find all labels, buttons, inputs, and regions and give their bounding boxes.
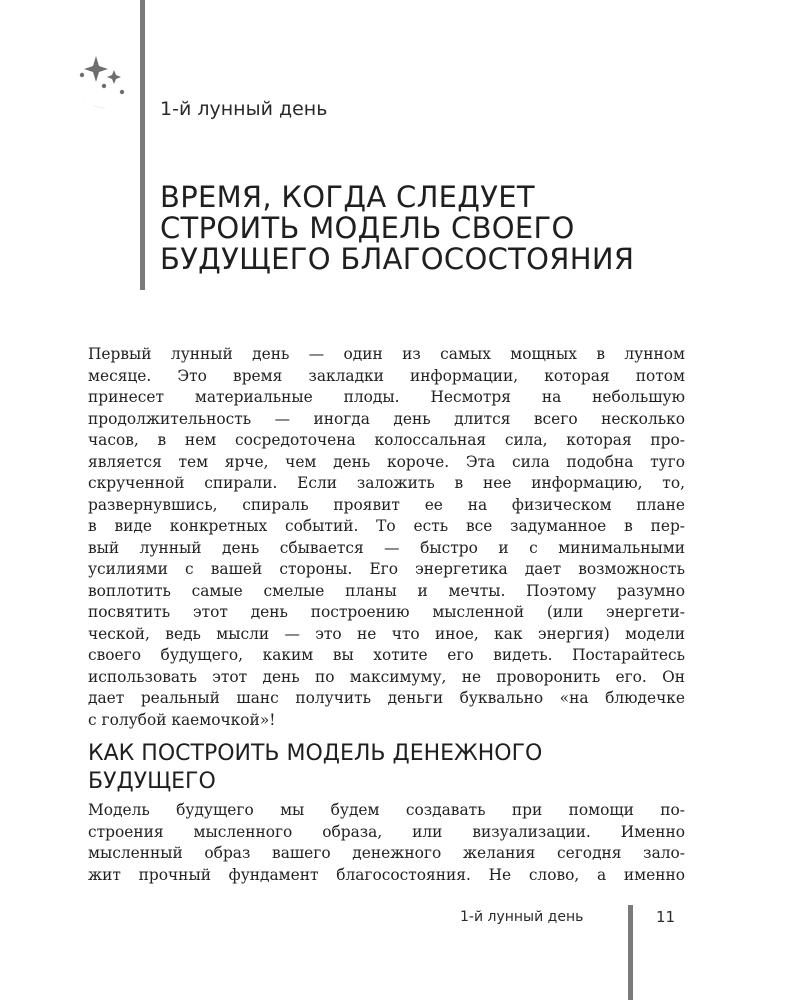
text-line: Модель будущего мы будем создавать при помощи по- xyxy=(88,801,685,819)
text-line: воплотить самые смелые планы и мечты. Поэтому разумно xyxy=(88,581,685,600)
text-line: с голубой каемочкой»! xyxy=(88,710,276,729)
section-heading xyxy=(88,740,728,796)
text-line: ческой, ведь мысли — это не что иное, как энергия) модели xyxy=(88,624,685,643)
text-line: месяце. Это время закладки информации, которая потом xyxy=(88,366,685,385)
text-line: вый лунный день сбывается — быстро и с минимальными xyxy=(88,538,685,557)
page-number: 11 xyxy=(656,908,676,926)
text-line: посвятить этот день построению мысленной (или энергети- xyxy=(88,603,685,621)
text-line: использовать этот день по максимуму, не проворонить его. Он xyxy=(88,667,685,686)
text-line: скрученной спирали. Если заложить в нее информацию, то, xyxy=(88,474,685,492)
text-line: развернувшись, спираль проявит ее на физическом плане xyxy=(88,495,685,514)
top-vertical-rule xyxy=(140,0,145,290)
section-heading-line: КАК ПОСТРОИТЬ МОДЕЛЬ ДЕНЕЖНОГО xyxy=(88,741,543,766)
title-line: БУДУЩЕГО БЛАГОСОСТОЯНИЯ xyxy=(160,242,635,276)
text-line: принесет материальные плоды. Несмотря на небольшую xyxy=(88,388,685,406)
text-line: строения мысленного образа, или визуализации. Именно xyxy=(88,822,685,841)
star-large xyxy=(84,56,108,82)
crescent-moon-shape xyxy=(77,56,128,108)
section-heading-line: БУДУЩЕГО xyxy=(88,769,216,794)
text-line: в виде конкретных событий. То есть все задуманное в пер- xyxy=(88,517,685,535)
chapter-title xyxy=(160,182,780,275)
star-dot-1 xyxy=(80,73,84,77)
text-line: часов, в нем сосредоточена колоссальная сила, которая про- xyxy=(88,431,685,449)
text-line: усилиями с вашей стороны. Его энергетика дает возможность xyxy=(88,560,685,578)
star-medium xyxy=(107,70,121,84)
chapter-label: 1-й лунный день xyxy=(160,98,328,120)
text-line: является тем ярче, чем день короче. Эта сила подобна туго xyxy=(88,452,685,471)
star-dot-3 xyxy=(120,90,124,94)
title-line: СТРОИТЬ МОДЕЛЬ СВОЕГО xyxy=(160,211,575,245)
body-paragraph-2 xyxy=(88,800,685,886)
text-line: Первый лунный день — один из самых мощных в лунном xyxy=(88,345,685,363)
text-line: своего будущего, каким вы хотите его видеть. Постарайтесь xyxy=(88,646,685,664)
crescent-moon-stars-icon xyxy=(50,50,132,120)
star-dot-2 xyxy=(102,84,106,88)
bottom-vertical-rule xyxy=(628,905,633,1000)
footer-running-title: 1-й лунный день xyxy=(460,909,584,925)
text-line: дает реальный шанс получить деньги буквально «на блюдечке xyxy=(88,689,685,707)
text-line: продолжительность — иногда день длится всего несколько xyxy=(88,409,685,428)
title-line: ВРЕМЯ, КОГДА СЛЕДУЕТ xyxy=(160,180,535,214)
text-line: мысленный образ вашего денежного желания сегодня зало- xyxy=(88,844,685,862)
body-paragraph-1 xyxy=(88,344,685,731)
text-line: жит прочный фундамент благосостояния. Не слово, а именно xyxy=(88,865,685,884)
